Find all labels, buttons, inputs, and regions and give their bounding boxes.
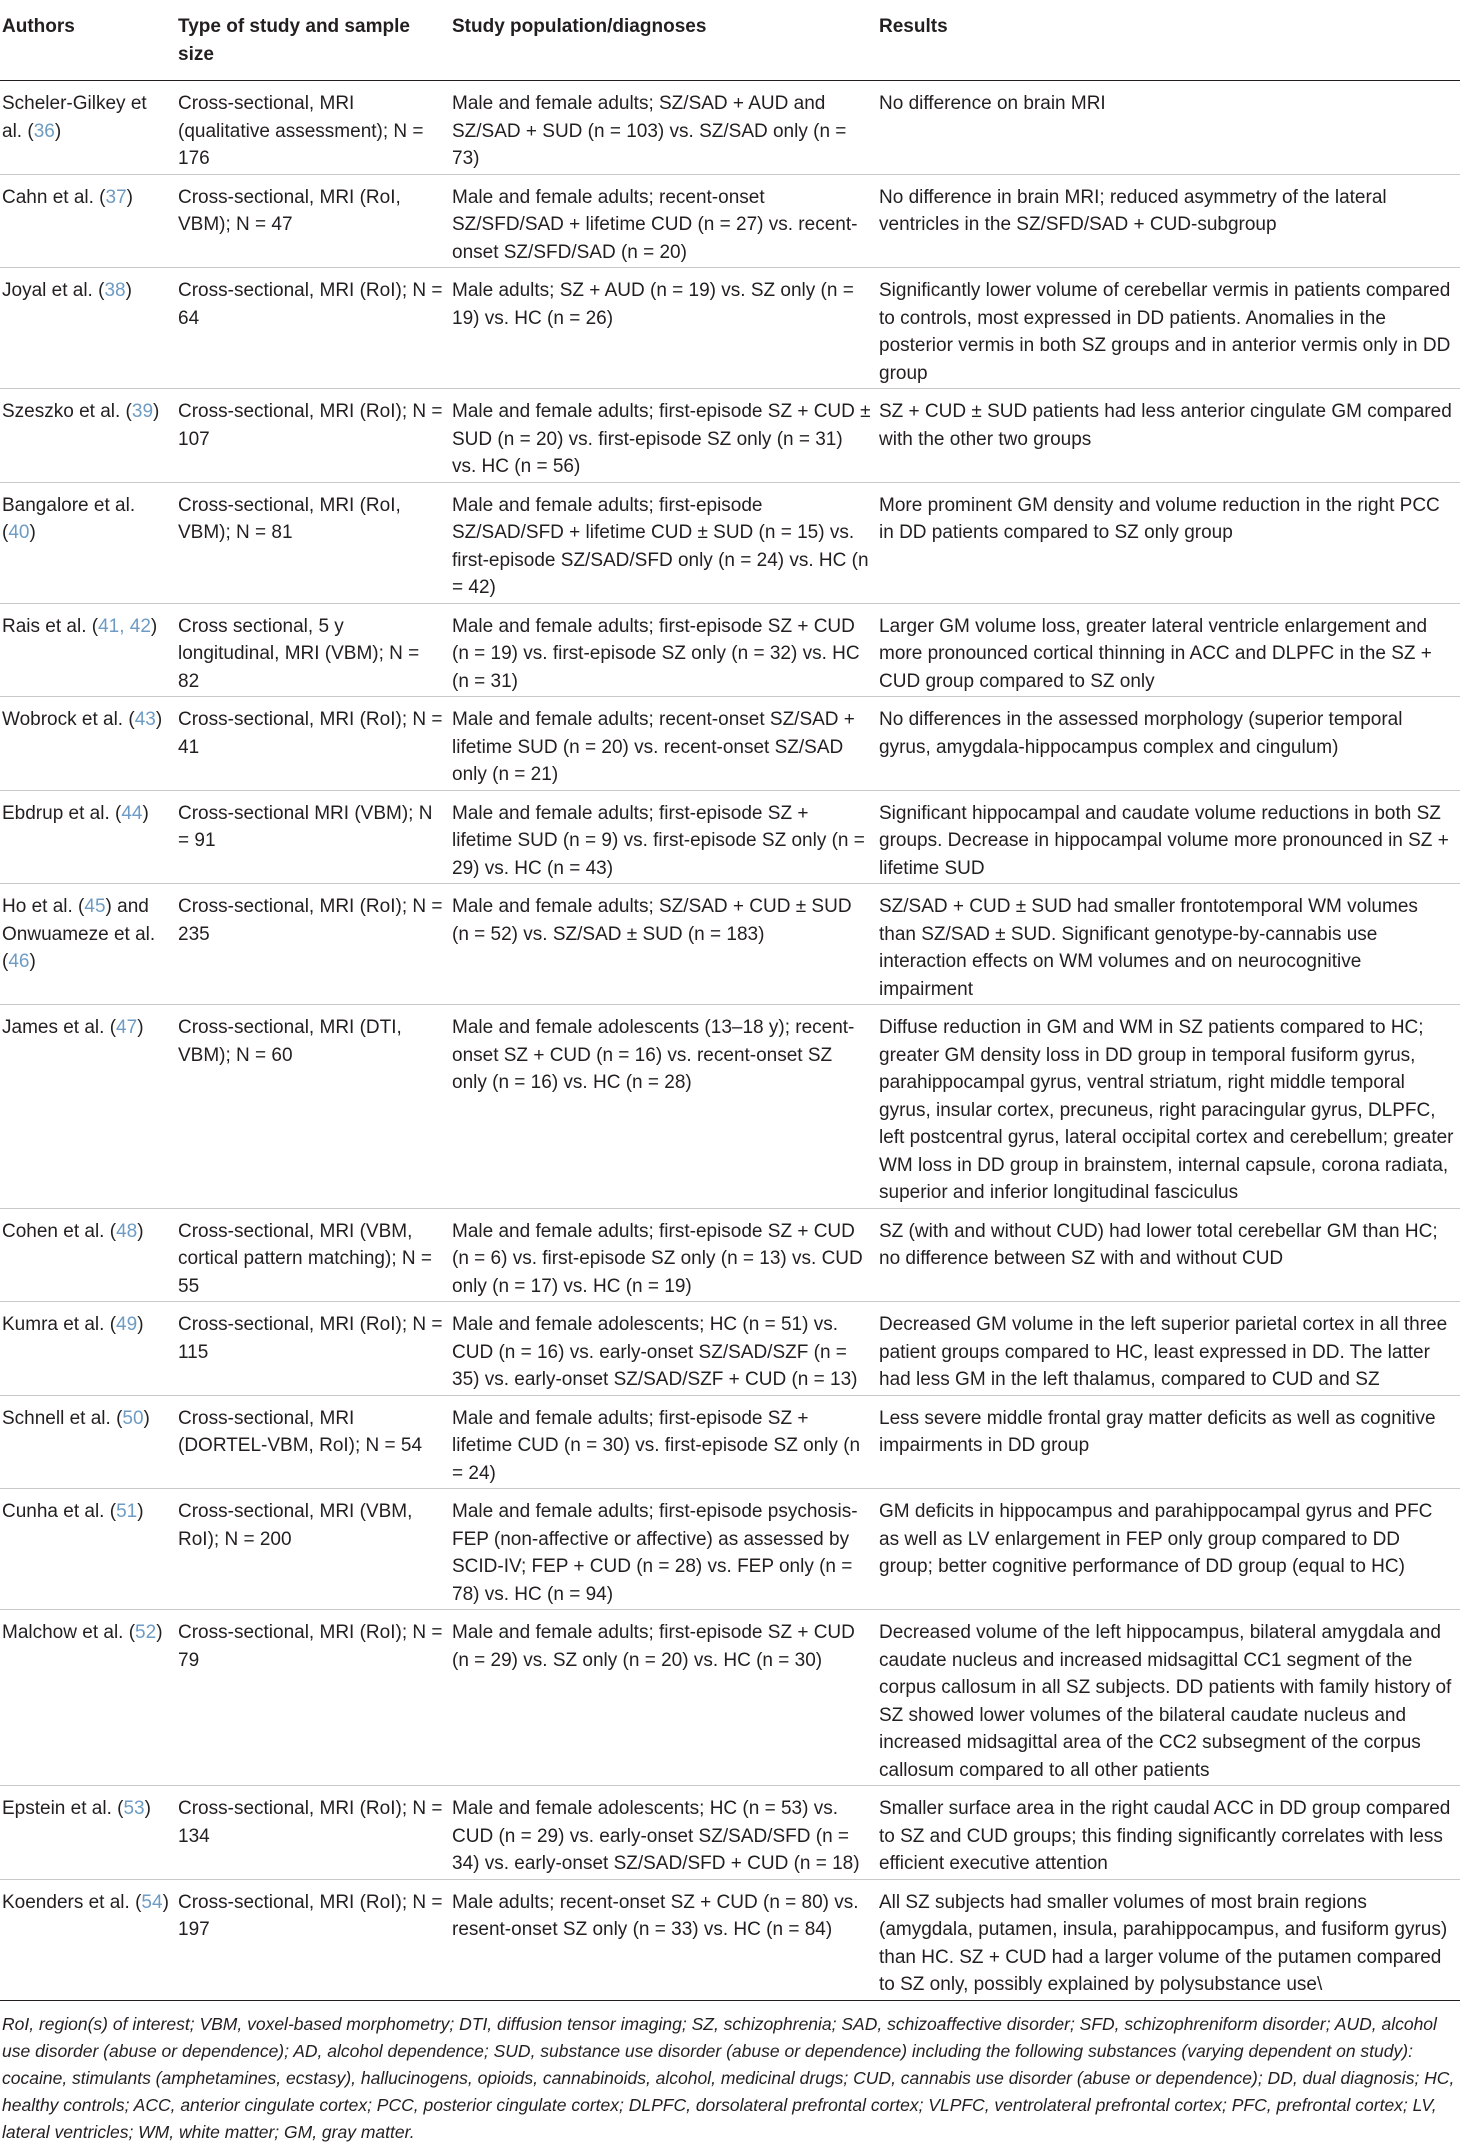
table-row	[0, 389, 1460, 483]
cell-population: Male and female adults; SZ/SAD + AUD and SZ/SAD + SUD (n = 103) vs. SZ/SAD only (n = 73)	[450, 81, 877, 175]
reference-link[interactable]: 50	[122, 1407, 144, 1429]
table-row	[0, 1879, 1460, 2000]
author-name: Ho et al. (	[2, 896, 85, 917]
table-row	[0, 268, 1460, 389]
cell-results: Decreased volume of the left hippocampus, bilateral amygdala and caudate nucleus and increased midsagittal CC1 segment of the corpus callosum in all SZ subjects. DD patients with family history of SZ showed lower volumes of the bilateral caudate nucleus and increased midsagittal area of the CC2 subsegment of the corpus callosum compared to all other patients	[877, 1610, 1460, 1786]
cell-results: SZ/SAD + CUD ± SUD had smaller frontotemporal WM volumes than SZ/SAD ± SUD. Significant genotype-by-cannabis use interaction effects on WM volumes and on neurocognitive impairment	[877, 884, 1460, 1005]
header-row	[0, 0, 1460, 81]
table-row	[0, 1005, 1460, 1209]
reference-link[interactable]: 52	[135, 1622, 157, 1643]
header-results: Results	[877, 0, 1460, 81]
cell-study-type: Cross-sectional, MRI (RoI); N = 134	[176, 1786, 450, 1880]
cell-population: Male and female adults; first-episode SZ + lifetime CUD (n = 30) vs. first-episode SZ only (n = 24)	[450, 1395, 877, 1489]
author-name: Szeszko et al. (	[2, 401, 132, 422]
cell-authors	[0, 174, 176, 268]
table-row	[0, 174, 1460, 268]
table-row	[0, 1208, 1460, 1302]
table-row	[0, 603, 1460, 697]
header-population: Study population/diagnoses	[450, 0, 877, 81]
author-close: )	[29, 522, 36, 543]
author-name: Joyal et al. (	[2, 280, 105, 301]
reference-link[interactable]: 37	[105, 186, 127, 208]
cell-population: Male and female adults; first-episode SZ + lifetime SUD (n = 9) vs. first-episode SZ only (n = 29) vs. HC (n = 43)	[450, 790, 877, 884]
author-close: )	[125, 280, 132, 301]
cell-study-type: Cross-sectional, MRI (RoI, VBM); N = 81	[176, 482, 450, 603]
cell-authors	[0, 1395, 176, 1489]
reference-link[interactable]: 39	[131, 401, 154, 422]
cell-results: Diffuse reduction in GM and WM in SZ patients compared to HC; greater GM density loss in DD group in temporal fusiform gyrus, parahippocampal gyrus, ventral striatum, right middle temporal gyrus, insular cortex, precuneus, right paracingular gyrus, DLPFC, left postcentral gyrus, lateral occipital cortex and cerebellum; greater WM loss in DD group in brainstem, internal capsule, corona radiata, superior and inferior longitudinal fasciculus	[877, 1005, 1460, 1209]
cell-population: Male and female adults; first-episode SZ + CUD (n = 29) vs. SZ only (n = 20) vs. HC (n = 30)	[450, 1610, 877, 1786]
cell-results: Decreased GM volume in the left superior parietal cortex in all three patient groups compared to HC, least expressed in DD. The latter had less GM in the left thalamus, compared to CUD and SZ	[877, 1302, 1460, 1396]
reference-link[interactable]: 49	[116, 1314, 138, 1335]
cell-population: Male and female adults; first-episode psychosis-FEP (non-affective or affective) as assessed by SCID-IV; FEP + CUD (n = 28) vs. FEP only (n = 78) vs. HC (n = 94)	[450, 1489, 877, 1610]
cell-results: SZ + CUD ± SUD patients had less anterior cingulate GM compared with the other two groups	[877, 389, 1460, 483]
cell-population: Male and female adults; recent-onset SZ/SAD + lifetime SUD (n = 20) vs. recent-onset SZ/SAD only (n = 21)	[450, 697, 877, 791]
cell-results: More prominent GM density and volume reduction in the right PCC in DD patients compared to SZ only group	[877, 482, 1460, 603]
cell-population: Male and female adults; first-episode SZ/SAD/SFD + lifetime CUD ± SUD (n = 15) vs. first-episode SZ/SAD/SFD only (n = 24) vs. HC (n = 42)	[450, 482, 877, 603]
reference-link[interactable]: 51	[116, 1501, 138, 1522]
cell-authors	[0, 1879, 176, 2000]
cell-authors	[0, 268, 176, 389]
cell-authors	[0, 603, 176, 697]
cell-study-type: Cross-sectional, MRI (RoI); N = 197	[176, 1879, 450, 2000]
cell-study-type: Cross-sectional MRI (VBM); N = 91	[176, 790, 450, 884]
cell-results: All SZ subjects had smaller volumes of most brain regions (amygdala, putamen, insula, parahippocampus, and fusiform gyrus) than HC. SZ + CUD had a larger volume of the putamen compared to SZ only, possibly explained by polysubstance use\	[877, 1879, 1460, 2000]
cell-authors	[0, 1786, 176, 1880]
cell-authors	[0, 697, 176, 791]
cell-authors	[0, 1208, 176, 1302]
cell-population: Male and female adults; SZ/SAD + CUD ± SUD (n = 52) vs. SZ/SAD ± SUD (n = 183)	[450, 884, 877, 1005]
author-close: )	[143, 1407, 150, 1429]
cell-study-type: Cross-sectional, MRI (qualitative assessment); N = 176	[176, 81, 450, 175]
author-close: )	[137, 1314, 144, 1335]
cell-results: Significantly lower volume of cerebellar vermis in patients compared to controls, most expressed in DD patients. Anomalies in the posterior vermis in both SZ groups and in anterior vermis only in DD group	[877, 268, 1460, 389]
reference-link[interactable]: 54	[141, 1891, 163, 1913]
cell-authors	[0, 1610, 176, 1786]
author-close: )	[150, 615, 158, 637]
table-row	[0, 81, 1460, 175]
cell-results: No difference on brain MRI	[877, 81, 1460, 175]
author-name: Rais et al. (	[2, 615, 99, 637]
cell-authors	[0, 790, 176, 884]
author-name: Schnell et al. (	[2, 1407, 123, 1429]
cell-study-type: Cross-sectional, MRI (RoI); N = 115	[176, 1302, 450, 1396]
cell-authors	[0, 1302, 176, 1396]
cell-results: Less severe middle frontal gray matter deficits as well as cognitive impairments in DD group	[877, 1395, 1460, 1489]
cell-study-type: Cross sectional, 5 y longitudinal, MRI (VBM); N = 82	[176, 603, 450, 697]
table-header	[0, 0, 1460, 81]
reference-link[interactable]: 41, 42	[98, 615, 151, 637]
reference-link[interactable]: 46	[8, 951, 30, 972]
table-row	[0, 1610, 1460, 1786]
table-row	[0, 482, 1460, 603]
cell-population: Male and female adults; recent-onset SZ/SFD/SAD + lifetime CUD (n = 27) vs. recent-onset SZ/SFD/SAD (n = 20)	[450, 174, 877, 268]
cell-results: SZ (with and without CUD) had lower total cerebellar GM than HC; no difference between SZ with and without CUD	[877, 1208, 1460, 1302]
author-close: )	[142, 802, 149, 824]
cell-population: Male adults; SZ + AUD (n = 19) vs. SZ only (n = 19) vs. HC (n = 26)	[450, 268, 877, 389]
cell-study-type: Cross-sectional, MRI (VBM, RoI); N = 200	[176, 1489, 450, 1610]
author-name: Cunha et al. (	[2, 1501, 117, 1522]
author-close: )	[144, 1798, 151, 1819]
cell-study-type: Cross-sectional, MRI (RoI); N = 79	[176, 1610, 450, 1786]
author-name: James et al. (	[2, 1017, 117, 1038]
cell-population: Male and female adults; first-episode SZ + CUD ± SUD (n = 20) vs. first-episode SZ only (n = 31) vs. HC (n = 56)	[450, 389, 877, 483]
table-row	[0, 1489, 1460, 1610]
cell-study-type: Cross-sectional, MRI (RoI); N = 41	[176, 697, 450, 791]
author-close: )	[29, 951, 36, 972]
reference-link[interactable]: 38	[104, 280, 126, 301]
author-close: )	[126, 186, 133, 208]
reference-link[interactable]: 43	[134, 709, 156, 730]
cell-study-type: Cross-sectional, MRI (RoI); N = 64	[176, 268, 450, 389]
author-name: Koenders et al. (	[2, 1891, 142, 1913]
table-row	[0, 884, 1460, 1005]
cell-authors	[0, 482, 176, 603]
reference-link[interactable]: 47	[116, 1017, 138, 1038]
cell-authors	[0, 389, 176, 483]
author-name: Ebdrup et al. (	[2, 802, 122, 824]
author-name: ) and Onwuameze et al. (	[2, 896, 156, 972]
author-name: Epstein et al. (	[2, 1798, 124, 1819]
reference-link[interactable]: 44	[121, 802, 143, 824]
author-name: Malchow et al. (	[2, 1622, 136, 1643]
table-row	[0, 1786, 1460, 1880]
table-row	[0, 1302, 1460, 1396]
author-name: Cohen et al. (	[2, 1220, 117, 1242]
author-name: Scheler-Gilkey et al. (	[2, 93, 147, 142]
cell-population: Male and female adults; first-episode SZ + CUD (n = 19) vs. first-episode SZ only (n = 32) vs. HC (n = 31)	[450, 603, 877, 697]
header-authors: Authors	[0, 0, 176, 81]
reference-link[interactable]: 36	[33, 120, 55, 142]
header-study-type: Type of study and sample size	[176, 0, 450, 81]
author-name: Wobrock et al. (	[2, 709, 135, 730]
cell-authors	[0, 1005, 176, 1209]
author-close: )	[153, 401, 160, 422]
table-footnote: RoI, region(s) of interest; VBM, voxel-based morphometry; DTI, diffusion tensor imaging; SZ, schizophrenia; SAD, schizoaffective disorder; SFD, schizophreniform disorder; AUD, alcohol use disorder (abuse or dependence); AD, alcohol dependence; SUD, substance use disorder (abuse or dependence) including the following substances (varying dependent on study): cocaine, stimulants (amphetamines, ecstasy), hallucinogens, opioids, cannabinoids, alcohol, medicinal drugs; CUD, cannabis use disorder (abuse or dependence); DD, dual diagnosis; HC, healthy controls; ACC, anterior cingulate cortex; PCC, posterior cingulate cortex; DLPFC, dorsolateral prefrontal cortex; VLPFC, ventrolateral prefrontal cortex; PFC, prefrontal cortex; LV, lateral ventricles; WM, white matter; GM, gray matter.	[2, 2013, 1455, 2142]
author-close: )	[137, 1501, 144, 1522]
table-body	[0, 81, 1460, 2001]
cell-study-type: Cross-sectional, MRI (RoI); N = 235	[176, 884, 450, 1005]
reference-link[interactable]: 40	[8, 522, 30, 543]
cell-population: Male and female adolescents; HC (n = 53) vs. CUD (n = 29) vs. early-onset SZ/SAD/SFD (n = 34) vs. early-onset SZ/SAD/SFD + CUD (n = 18)	[450, 1786, 877, 1880]
cell-results: No difference in brain MRI; reduced asymmetry of the lateral ventricles in the SZ/SFD/SAD + CUD-subgroup	[877, 174, 1460, 268]
table-row	[0, 1395, 1460, 1489]
cell-population: Male and female adolescents (13–18 y); recent-onset SZ + CUD (n = 16) vs. recent-onset SZ only (n = 16) vs. HC (n = 28)	[450, 1005, 877, 1209]
author-name: Kumra et al. (	[2, 1314, 117, 1335]
cell-authors	[0, 81, 176, 175]
cell-study-type: Cross-sectional, MRI (VBM, cortical pattern matching); N = 55	[176, 1208, 450, 1302]
cell-results: Larger GM volume loss, greater lateral ventricle enlargement and more pronounced cortical thinning in ACC and DLPFC in the SZ + CUD group compared to SZ only	[877, 603, 1460, 697]
cell-study-type: Cross-sectional, MRI (DTI, VBM); N = 60	[176, 1005, 450, 1209]
table-row	[0, 697, 1460, 791]
author-close: )	[54, 120, 62, 142]
author-name: Cahn et al. (	[2, 186, 106, 208]
author-name: Bangalore et al. (	[2, 494, 136, 543]
cell-study-type: Cross-sectional, MRI (RoI, VBM); N = 47	[176, 174, 450, 268]
cell-authors	[0, 1489, 176, 1610]
cell-authors	[0, 884, 176, 1005]
cell-results: Smaller surface area in the right caudal ACC in DD group compared to SZ and CUD groups; this finding significantly correlates with less efficient executive attention	[877, 1786, 1460, 1880]
table-row	[0, 790, 1460, 884]
reference-link[interactable]: 53	[123, 1798, 145, 1819]
author-close: )	[156, 1622, 163, 1643]
reference-link[interactable]: 45	[84, 896, 106, 917]
author-close: )	[162, 1891, 169, 1913]
cell-results: Significant hippocampal and caudate volume reductions in both SZ groups. Decrease in hippocampal volume more pronounced in SZ + lifetime SUD	[877, 790, 1460, 884]
reference-link[interactable]: 48	[116, 1220, 138, 1242]
cell-population: Male and female adolescents; HC (n = 51) vs. CUD (n = 16) vs. early-onset SZ/SAD/SZF (n = 35) vs. early-onset SZ/SAD/SZF + CUD (n = 13)	[450, 1302, 877, 1396]
cell-results: GM deficits in hippocampus and parahippocampal gyrus and PFC as well as LV enlargement in FEP only group compared to DD group; better cognitive performance of DD group (equal to HC)	[877, 1489, 1460, 1610]
cell-population: Male adults; recent-onset SZ + CUD (n = 80) vs. resent-onset SZ only (n = 33) vs. HC (n = 84)	[450, 1879, 877, 2000]
cell-population: Male and female adults; first-episode SZ + CUD (n = 6) vs. first-episode SZ only (n = 13) vs. CUD only (n = 17) vs. HC (n = 19)	[450, 1208, 877, 1302]
author-close: )	[137, 1017, 144, 1038]
author-close: )	[137, 1220, 144, 1242]
cell-results: No differences in the assessed morphology (superior temporal gyrus, amygdala-hippocampus complex and cingulum)	[877, 697, 1460, 791]
author-close: )	[155, 709, 163, 730]
cell-study-type: Cross-sectional, MRI (RoI); N = 107	[176, 389, 450, 483]
cell-study-type: Cross-sectional, MRI (DORTEL-VBM, RoI); N = 54	[176, 1395, 450, 1489]
